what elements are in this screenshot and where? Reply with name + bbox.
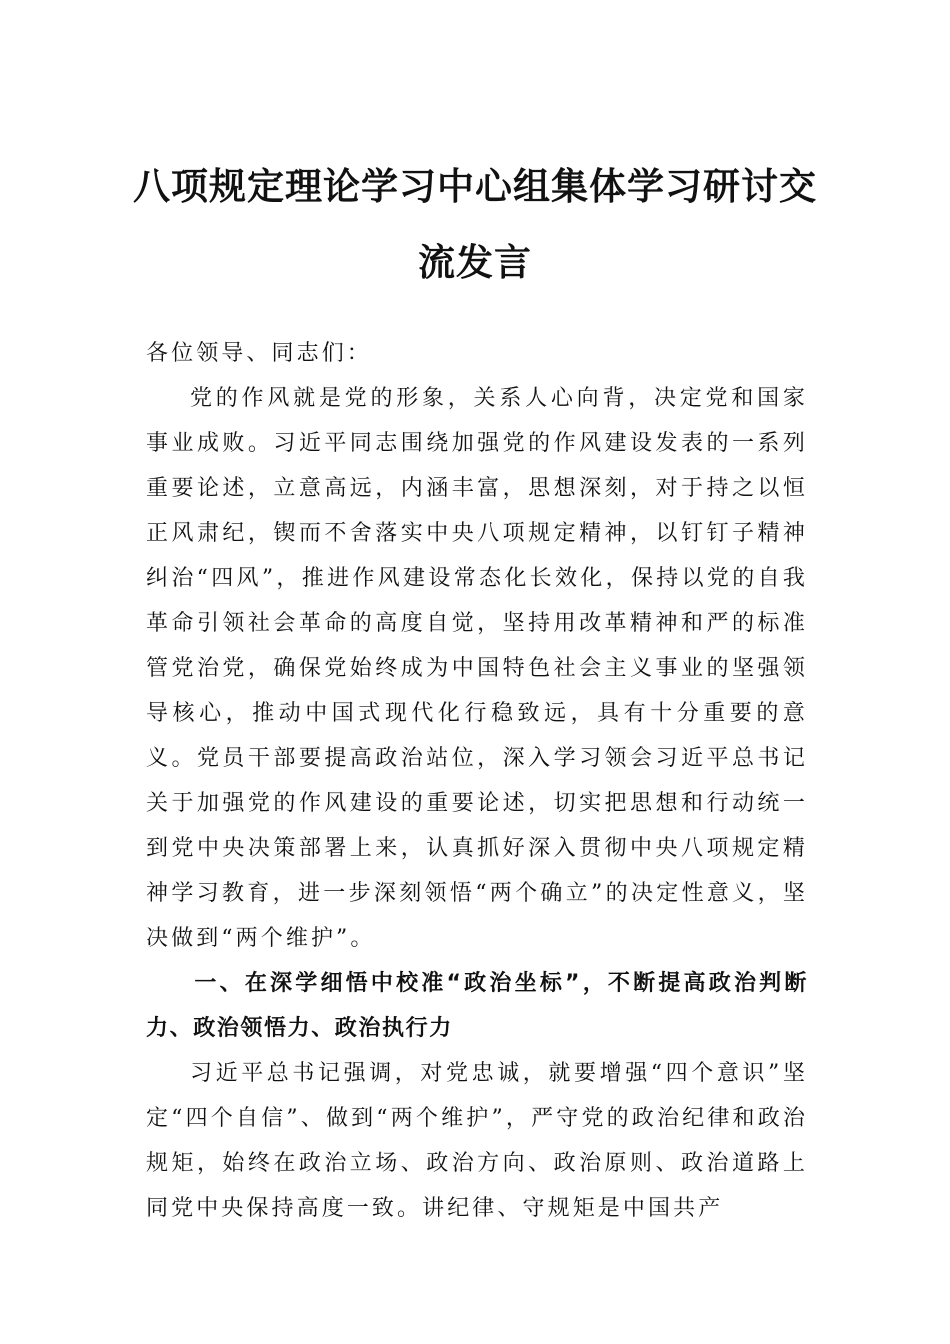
title-line-2: 流发言 bbox=[418, 240, 532, 284]
document-body bbox=[146, 331, 808, 1231]
document-title bbox=[110, 148, 840, 300]
paragraph-1: 党的作风就是党的形象，关系人心向背，决定党和国家事业成败。习近平同志围绕加强党的作风建设发表的一系列重要论述，立意高远，内涵丰富，思想深刻，对于持之以恒正风肃纪，锲而不舍落实中央八项规定精神，以钉钉子精神纠治“四风”，推进作风建设常态化长效化，保持以党的自我革命引领社会革命的高度自觉，坚持用改革精神和严的标准管党治党，确保党始终成为中国特色社会主义事业的坚强领导核心，推动中国式现代化行稳致远，具有十分重要的意义。党员干部要提高政治站位，深入学习领会习近平总书记关于加强党的作风建设的重要论述，切实把思想和行动统一到党中央决策部署上来，认真抓好深入贯彻中央八项规定精神学习教育，进一步深刻领悟“两个确立”的决定性意义，坚决做到“两个维护”。 bbox=[146, 386, 808, 951]
salutation: 各位领导、同志们： bbox=[146, 341, 372, 366]
section-heading-1: 一、在深学细悟中校准“政治坐标”，不断提高政治判断力、政治领悟力、政治执行力 bbox=[146, 971, 808, 1041]
title-line-1: 八项规定理论学习中心组集体学习研讨交 bbox=[133, 164, 817, 208]
paragraph-2: 习近平总书记强调，对党忠诚，就要增强“四个意识”坚定“四个自信”、做到“两个维护”，严守党的政治纪律和政治规矩，始终在政治立场、政治方向、政治原则、政治道路上同党中央保持高度一致。讲纪律、守规矩是中国共产 bbox=[146, 1061, 808, 1221]
